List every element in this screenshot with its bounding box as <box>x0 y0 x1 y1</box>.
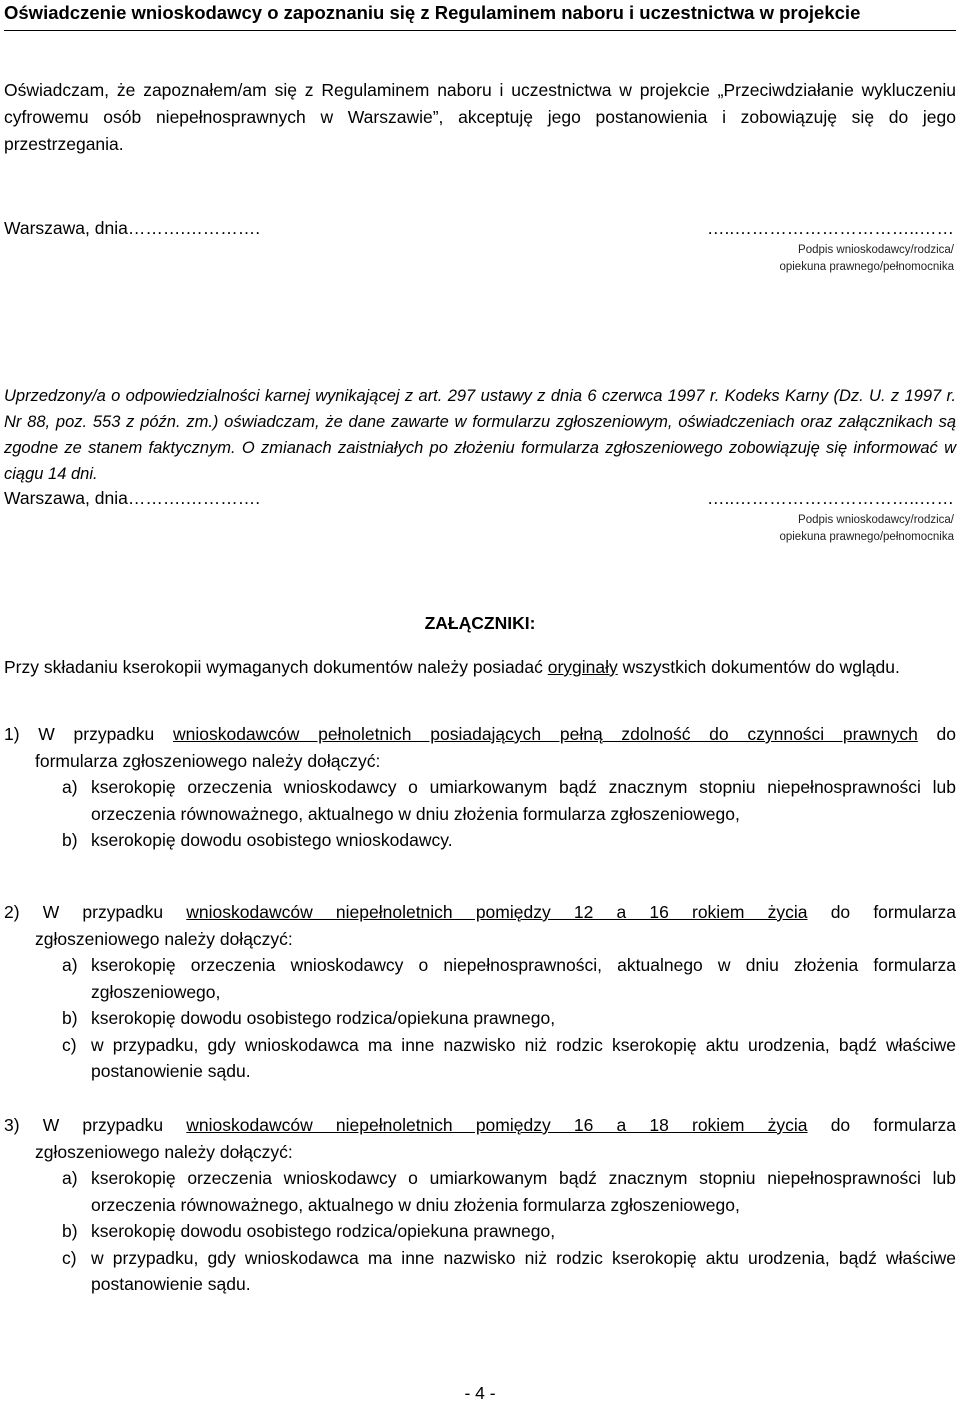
signature-caption-line: Podpis wnioskodawcy/rodzica/ <box>798 514 954 526</box>
item-number: 2) <box>4 902 20 922</box>
item-heading <box>4 721 956 748</box>
sub-item-text: w przypadku, gdy wnioskodawca ma inne nazwisko niż rodzic kserokopię aktu urodzenia, bądź właściwe postanowienie sądu. <box>91 1247 956 1294</box>
item-text: do formularza <box>807 902 956 922</box>
sub-item-text: kserokopię orzeczenia wnioskodawcy o umiarkowanym bądź znacznym stopniu niepełnosprawności lub orzeczenia równoważnego, aktualnego w dniu złożenia formularza zgłoszeniowego, <box>91 1168 956 1215</box>
sub-item-text: kserokopię dowodu osobistego wnioskodawcy. <box>91 830 453 850</box>
item-heading <box>4 899 956 926</box>
signature-line-1: …..…………………………..…… <box>707 218 954 238</box>
intro-text: Przy składaniu kserokopii wymaganych dokumentów należy posiadać <box>4 657 548 677</box>
document-title: Oświadczenie wnioskodawcy o zapoznaniu się z Regulaminem naboru i uczestnictwa w projekcie <box>4 2 956 31</box>
sub-item-text: w przypadku, gdy wnioskodawca ma inne nazwisko niż rodzic kserokopię aktu urodzenia, bądź właściwe postanowienie sądu. <box>91 1034 956 1081</box>
item-number: 3) <box>4 1115 20 1135</box>
place-date-line-1: Warszawa, dnia……….…………. <box>4 218 261 238</box>
sub-item-label: b) <box>62 1008 78 1028</box>
sub-item-label: a) <box>62 1168 78 1188</box>
item-number: 1) <box>4 724 20 744</box>
sub-item <box>4 1032 956 1085</box>
attachment-item-3 <box>4 1112 956 1298</box>
attachment-item-1 <box>4 721 956 854</box>
item-continuation: zgłoszeniowego należy dołączyć: <box>35 1141 293 1162</box>
item-underlined-text: wnioskodawców niepełnoletnich pomiędzy 16 a 18 rokiem życia <box>186 1115 808 1135</box>
sub-item <box>4 1245 956 1298</box>
sub-item-label: a) <box>62 777 78 797</box>
sub-item-text: kserokopię orzeczenia wnioskodawcy o umiarkowanym bądź znacznym stopniu niepełnosprawności lub orzeczenia równoważnego, aktualnego w dniu złożenia formularza zgłoszeniowego, <box>91 777 956 824</box>
attachment-item-2 <box>4 899 956 1085</box>
sub-item-label: b) <box>62 830 78 850</box>
sub-item-text: kserokopię dowodu osobistego rodzica/opiekuna prawnego, <box>91 1221 556 1241</box>
item-text: do formularza <box>807 1115 956 1135</box>
page-number: - 4 - <box>464 1383 496 1403</box>
item-continuation: formularza zgłoszeniowego należy dołączyć: <box>35 750 381 771</box>
sub-item-label: c) <box>62 1034 77 1055</box>
attachments-heading: ZAŁĄCZNIKI: <box>424 613 536 633</box>
sub-item <box>4 774 956 827</box>
signature-caption-line: opiekuna prawnego/pełnomocnika <box>779 261 954 273</box>
place-date-line-2: Warszawa, dnia……….…………. <box>4 488 261 508</box>
signature-caption-line: opiekuna prawnego/pełnomocnika <box>779 531 954 543</box>
signature-caption-line: Podpis wnioskodawcy/rodzica/ <box>798 244 954 256</box>
item-continuation: zgłoszeniowego należy dołączyć: <box>35 928 293 949</box>
regulation-statement: Oświadczam, że zapoznałem/am się z Regulaminem naboru i uczestnictwa w projekcie „Przeciwdziałanie wykluczeniu cyfrowemu osób niepełnosprawnych w Warszawie”, akceptuję jego postanowienia i zobowiązuję się do jego przestrzegania. <box>4 80 956 154</box>
liability-statement: Uprzedzony/a o odpowiedzialności karnej wynikającej z art. 297 ustawy z dnia 6 czerwca 1997 r. Kodeks Karny (Dz. U. z 1997 r. Nr 88, poz. 553 z późn. zm.) oświadczam, że dane zawarte w formularzu zgłoszeniowym, oświadczeniach oraz załącznikach są zgodne ze stanem faktycznym. O zmianach zaistniałych po złożeniu formularza zgłoszeniowego zobowiązuję się informować w ciągu 14 dni. <box>4 387 956 483</box>
sub-item-text: kserokopię orzeczenia wnioskodawcy o niepełnosprawności, aktualnego w dniu złożenia formularza zgłoszeniowego, <box>91 955 956 1002</box>
item-text: W przypadku <box>19 1115 187 1135</box>
sub-item-label: b) <box>62 1221 78 1241</box>
item-text: W przypadku <box>19 902 187 922</box>
sub-item <box>4 1005 956 1032</box>
item-text: W przypadku <box>19 724 173 744</box>
attachments-intro <box>4 654 956 680</box>
sub-item-label: a) <box>62 955 78 975</box>
intro-underlined-text: oryginały <box>547 657 618 677</box>
signature-caption-1 <box>734 242 954 276</box>
intro-text: wszystkich dokumentów do wglądu. <box>617 657 900 677</box>
signature-line-2: …..…………………………..…… <box>707 488 954 508</box>
sub-item-text: kserokopię dowodu osobistego rodzica/opiekuna prawnego, <box>91 1008 556 1028</box>
sub-item <box>4 952 956 1005</box>
item-heading <box>4 1112 956 1139</box>
sub-item <box>4 1165 956 1218</box>
signature-caption-2 <box>734 512 954 546</box>
item-text: do <box>917 724 956 744</box>
item-underlined-text: wnioskodawców niepełnoletnich pomiędzy 12 a 16 rokiem życia <box>186 902 808 922</box>
sub-item <box>4 827 956 854</box>
sub-item-label: c) <box>62 1247 77 1268</box>
sub-item <box>4 1218 956 1245</box>
item-underlined-text: wnioskodawców pełnoletnich posiadających pełną zdolność do czynności prawnych <box>172 724 918 744</box>
